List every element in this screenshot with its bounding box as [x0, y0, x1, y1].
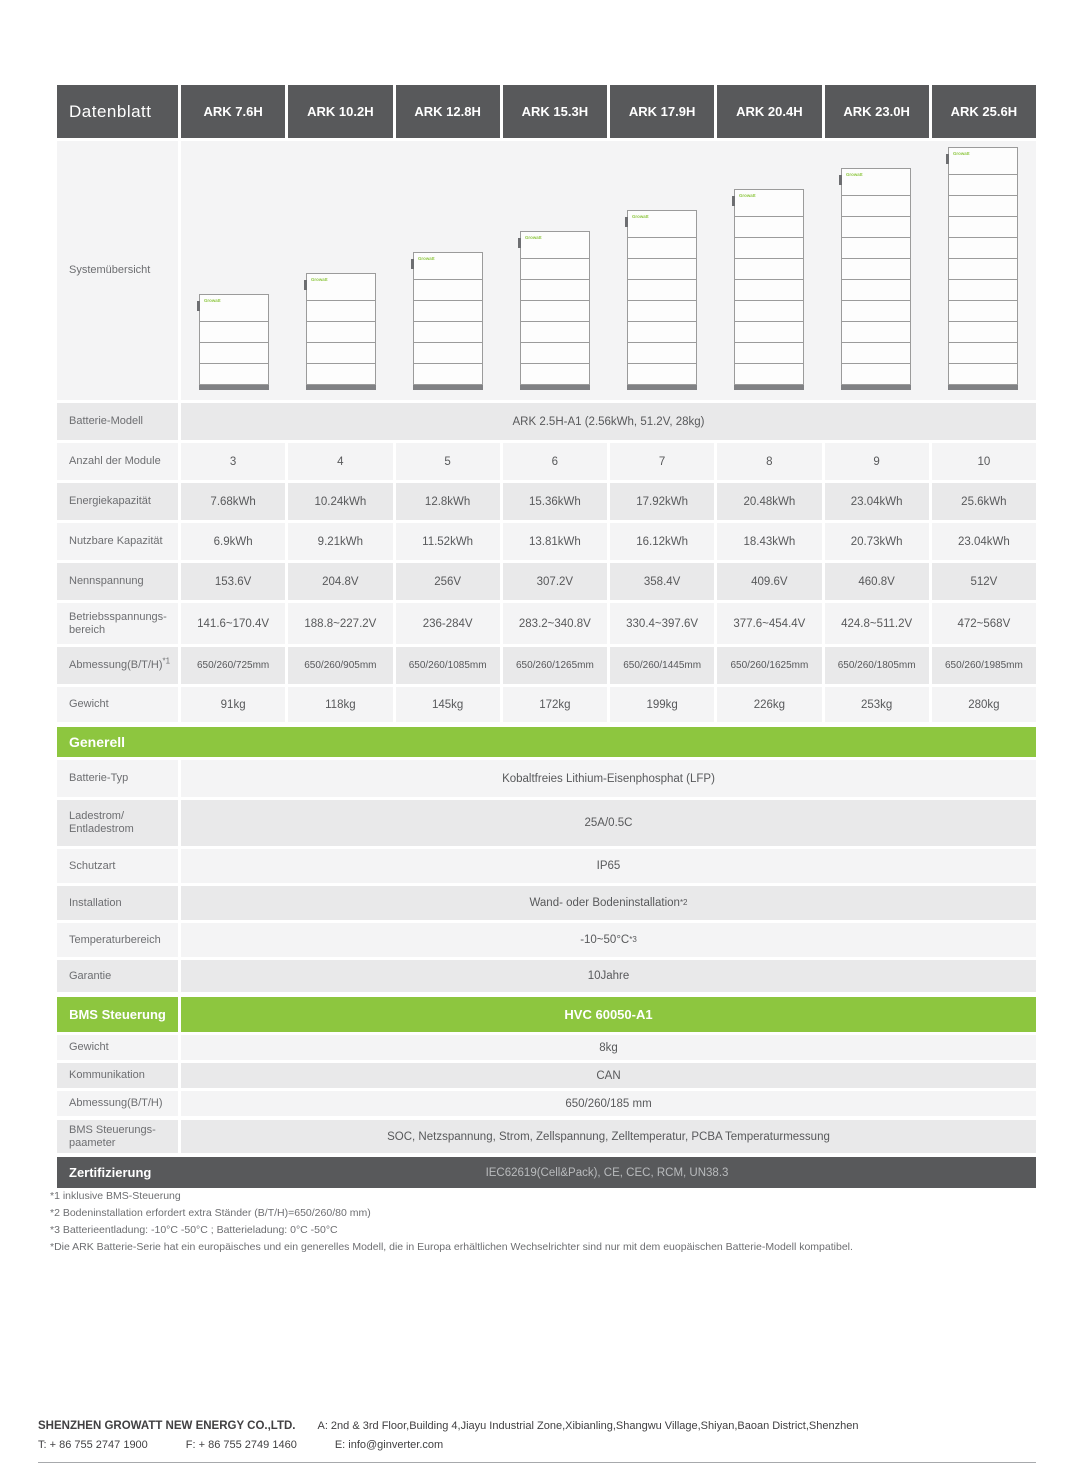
spec-value: 199kg — [610, 687, 714, 722]
spec-value: 650/260/725mm — [181, 647, 285, 684]
battery-module — [520, 364, 590, 385]
row-label: Ladestrom/ — [69, 810, 125, 822]
footnote: *1 inklusive BMS-Steuerung — [50, 1190, 181, 1202]
handle-icon — [839, 175, 842, 185]
bms-unit — [306, 273, 376, 301]
battery-module — [413, 343, 483, 364]
spec-value: 145kg — [396, 687, 500, 722]
page-footer — [38, 1420, 1036, 1451]
certification-value: IEC62619(Cell&Pack), CE, CEC, RCM, UN38.3 — [485, 1166, 729, 1179]
spec-value: 424.8~511.2V — [825, 603, 929, 644]
row-label: Betriebsspannungs- — [69, 610, 167, 623]
battery-module — [520, 343, 590, 364]
bms-value: CAN — [181, 1063, 1036, 1088]
general-row — [57, 849, 1036, 883]
row-label: Installation — [69, 896, 122, 909]
spec-value: 9.21kWh — [288, 523, 392, 560]
spec-value: 650/260/905mm — [288, 647, 392, 684]
general-value: 25A/0.5C — [181, 800, 1036, 846]
bms-unit — [199, 294, 269, 322]
system-overview-label: Systemübersicht — [69, 264, 151, 276]
battery-module — [627, 259, 697, 280]
bms-value: SOC, Netzspannung, Strom, Zellspannung, Zelltemperatur, PCBA Temperaturmessung — [181, 1120, 1036, 1153]
spec-value: 256V — [396, 563, 500, 600]
tower-base — [734, 385, 804, 390]
row-label: Energiekapazität — [69, 495, 151, 507]
table-row — [57, 523, 1036, 560]
battery-tower — [841, 168, 911, 390]
bms-model: HVC 60050-A1 — [564, 1007, 653, 1022]
footnote: *2 Bodeninstallation erfordert extra Ständer (B/T/H)=650/260/80 mm) — [50, 1207, 371, 1219]
company-address: A: 2nd & 3rd Floor,Building 4,Jiayu Industrial Zone,Xibianling,Shangwu Village,Shiyan,Baoan District,Shenzhen — [317, 1420, 859, 1432]
spec-value: 409.6V — [717, 563, 821, 600]
general-value: Kobaltfreies Lithium-Eisenphosphat (LFP) — [181, 760, 1036, 797]
row-label: Schutzart — [69, 859, 116, 872]
battery-module — [199, 364, 269, 385]
bms-value: 650/260/185 mm — [181, 1091, 1036, 1116]
battery-module — [413, 322, 483, 343]
handle-icon — [304, 280, 307, 290]
spec-value: 280kg — [932, 687, 1036, 722]
battery-module — [948, 322, 1018, 343]
battery-module — [734, 259, 804, 280]
row-label: Batterie-Modell — [69, 415, 143, 427]
handle-icon — [625, 217, 628, 227]
bms-unit — [413, 252, 483, 280]
spec-value: 17.92kWh — [610, 483, 714, 520]
spec-value: 3 — [181, 443, 285, 480]
row-label: Gewicht — [69, 698, 109, 710]
bms-unit — [948, 147, 1018, 175]
spec-value: 6 — [503, 443, 607, 480]
battery-module — [734, 343, 804, 364]
footer-divider — [38, 1462, 1036, 1463]
battery-module — [734, 238, 804, 259]
spec-value: 6.9kWh — [181, 523, 285, 560]
spec-value: 650/260/1445mm — [610, 647, 714, 684]
header-row — [57, 85, 1036, 138]
battery-module — [734, 322, 804, 343]
battery-module — [734, 364, 804, 385]
spec-value: 472~568V — [932, 603, 1036, 644]
spec-value: 153.6V — [181, 563, 285, 600]
spec-value: 15.36kWh — [503, 483, 607, 520]
battery-module — [841, 301, 911, 322]
spec-value: 141.6~170.4V — [181, 603, 285, 644]
growatt-logo: Growatt — [418, 256, 435, 261]
battery-module — [734, 301, 804, 322]
spec-value: 460.8V — [825, 563, 929, 600]
bms-unit — [841, 168, 911, 196]
battery-tower — [199, 294, 269, 390]
handle-icon — [411, 259, 414, 269]
email-address: E: info@ginverter.com — [334, 1439, 444, 1451]
model-header: ARK 10.2H — [288, 85, 392, 138]
spec-value: 204.8V — [288, 563, 392, 600]
spec-value: 7.68kWh — [181, 483, 285, 520]
spec-value: 650/260/1625mm — [717, 647, 821, 684]
growatt-logo: Growatt — [952, 151, 970, 156]
spec-value: 25.6kWh — [932, 483, 1036, 520]
section-band-bms — [57, 997, 1036, 1032]
model-header: ARK 20.4H — [717, 85, 821, 138]
spec-value: 307.2V — [503, 563, 607, 600]
battery-module — [306, 322, 376, 343]
battery-module — [520, 322, 590, 343]
general-row: Ladestrom/ Entladestrom 25A/0.5C — [57, 800, 1036, 846]
spec-value: 172kg — [503, 687, 607, 722]
system-overview-row — [57, 141, 1036, 400]
phone-number: T: + 86 755 2747 1900 — [38, 1439, 148, 1451]
growatt-logo: Growatt — [311, 277, 328, 282]
spec-value: 13.81kWh — [503, 523, 607, 560]
battery-module — [199, 322, 269, 343]
spec-value: 377.6~454.4V — [717, 603, 821, 644]
battery-tower — [948, 147, 1018, 390]
section-band-certification — [57, 1157, 1036, 1188]
row-label: BMS Steuerungs- — [69, 1123, 156, 1136]
tower-base — [306, 385, 376, 390]
spec-value: 11.52kWh — [396, 523, 500, 560]
page-title: Datenblatt — [57, 85, 178, 138]
tower-base — [413, 385, 483, 390]
handle-icon — [518, 238, 521, 248]
spec-value: 20.48kWh — [717, 483, 821, 520]
company-name: SHENZHEN GROWATT NEW ENERGY CO.,LTD. — [38, 1420, 296, 1432]
section-title: Generell — [69, 734, 126, 750]
tower-base — [948, 385, 1018, 390]
tower-base — [520, 385, 590, 390]
spec-value: 650/260/1985mm — [932, 647, 1036, 684]
bms-unit — [520, 231, 590, 259]
handle-icon — [197, 301, 200, 311]
row-label: Garantie — [69, 969, 112, 982]
battery-tower — [520, 231, 590, 390]
model-header: ARK 25.6H — [932, 85, 1036, 138]
battery-module — [841, 343, 911, 364]
spec-value: 226kg — [717, 687, 821, 722]
model-header: ARK 17.9H — [610, 85, 714, 138]
table-row: $Abmessung(B/T/H)^{*1}$ 650/260/725mm 650/260/905mm 650/260/1085mm 650/260/1265mm 650/260/1445mm 650/260/1625mm 650/260/1805mm 650/260/1985mm — [57, 647, 1036, 684]
bms-row — [57, 1063, 1036, 1088]
spec-value: 10 — [932, 443, 1036, 480]
model-header: ARK 23.0H — [825, 85, 929, 138]
spec-value: 358.4V — [610, 563, 714, 600]
battery-module — [627, 280, 697, 301]
spec-value: 236-284V — [396, 603, 500, 644]
spec-value: 23.04kWh — [932, 523, 1036, 560]
battery-module — [948, 364, 1018, 385]
row-label: Kommunikation — [69, 1069, 145, 1081]
spec-value: 91kg — [181, 687, 285, 722]
general-row — [57, 760, 1036, 797]
growatt-logo: Growatt — [738, 193, 756, 198]
battery-tower — [627, 210, 697, 390]
bms-unit — [627, 210, 697, 238]
handle-icon — [732, 196, 735, 206]
table-row — [57, 563, 1036, 600]
spec-value: 330.4~397.6V — [610, 603, 714, 644]
general-value: Wand- oder Bodeninstallation *2 — [181, 886, 1036, 920]
battery-module — [948, 301, 1018, 322]
general-value: IP65 — [181, 849, 1036, 883]
battery-module — [841, 238, 911, 259]
spec-value: 188.8~227.2V — [288, 603, 392, 644]
general-row — [57, 923, 1036, 957]
battery-model-value: ARK 2.5H-A1 (2.56kWh, 51.2V, 28kg) — [181, 403, 1036, 440]
battery-module — [627, 343, 697, 364]
tower-base — [627, 385, 697, 390]
spec-value: 4 — [288, 443, 392, 480]
row-label: Anzahl der Module — [69, 455, 161, 467]
bms-row — [57, 1035, 1036, 1060]
battery-tower — [306, 273, 376, 390]
row-label: Temperaturbereich — [69, 933, 161, 946]
footnote: *3 Batterieentladung: -10°C -50°C ; Batterieladung: 0°C -50°C — [50, 1224, 338, 1236]
battery-module — [948, 175, 1018, 196]
section-title: Zertifizierung — [69, 1165, 152, 1180]
spec-value: 283.2~340.8V — [503, 603, 607, 644]
tower-base — [199, 385, 269, 390]
battery-module — [948, 217, 1018, 238]
table-row: Betriebsspannungs- bereich 141.6~170.4V 188.8~227.2V 236-284V 283.2~340.8V 330.4~397.6V 377.6~454.4V 424.8~511.2V 472~568V — [57, 603, 1036, 644]
general-row — [57, 960, 1036, 992]
spec-value: 18.43kWh — [717, 523, 821, 560]
section-title: BMS Steuerung — [69, 1007, 166, 1022]
battery-module — [948, 238, 1018, 259]
battery-module — [306, 301, 376, 322]
battery-tower-illustrations — [181, 141, 1036, 400]
spec-value: 650/260/1085mm — [396, 647, 500, 684]
spec-value: 650/260/1805mm — [825, 647, 929, 684]
battery-module — [627, 322, 697, 343]
battery-module — [199, 343, 269, 364]
row-label: Batterie-Typ — [69, 772, 129, 784]
table-row — [57, 483, 1036, 520]
battery-tower — [734, 189, 804, 390]
spec-value: 253kg — [825, 687, 929, 722]
row-label: Nennspannung — [69, 575, 144, 587]
bms-row: BMS Steuerungs- paameter SOC, Netzspannung, Strom, Zellspannung, Zelltemperatur, PCBA Temperaturmessung — [57, 1120, 1036, 1153]
battery-module — [520, 259, 590, 280]
spec-value: 8 — [717, 443, 821, 480]
battery-module — [841, 364, 911, 385]
model-header: ARK 7.6H — [181, 85, 285, 138]
growatt-logo: Growatt — [845, 172, 863, 177]
row-label: Abmessung(B/T/H) — [69, 659, 163, 671]
footnotes — [50, 1188, 1010, 1256]
spec-value: 118kg — [288, 687, 392, 722]
datasheet-table — [57, 85, 1036, 1188]
section-band-generell — [57, 727, 1036, 757]
spec-value: 5 — [396, 443, 500, 480]
battery-module — [413, 301, 483, 322]
spec-value: 650/260/1265mm — [503, 647, 607, 684]
table-row — [57, 687, 1036, 722]
growatt-logo: Growatt — [204, 298, 222, 303]
spec-value: 10.24kWh — [288, 483, 392, 520]
model-header: ARK 15.3H — [503, 85, 607, 138]
battery-module — [306, 364, 376, 385]
footnote: *Die ARK Batterie-Serie hat ein europäisches und ein generelles Modell, die in Europa erhältlichen Wechselrichter sind nur mit dem euopäischen Batterie-Modell kompatibel. — [50, 1241, 853, 1253]
bms-value: 8kg — [181, 1035, 1036, 1060]
battery-module — [841, 322, 911, 343]
spec-value: 23.04kWh — [825, 483, 929, 520]
battery-module — [627, 301, 697, 322]
bms-unit — [734, 189, 804, 217]
battery-module — [948, 343, 1018, 364]
general-value: 10Jahre — [181, 960, 1036, 992]
battery-module — [413, 364, 483, 385]
spec-value: 20.73kWh — [825, 523, 929, 560]
battery-module — [948, 280, 1018, 301]
table-row — [57, 443, 1036, 480]
row-label: Abmessung(B/T/H) — [69, 1097, 163, 1109]
battery-tower — [413, 252, 483, 390]
battery-module — [734, 217, 804, 238]
spec-value: 12.8kWh — [396, 483, 500, 520]
battery-module — [948, 259, 1018, 280]
model-header: ARK 12.8H — [396, 85, 500, 138]
growatt-logo: Growatt — [525, 235, 542, 240]
battery-model-row — [57, 403, 1036, 440]
battery-module — [306, 343, 376, 364]
spec-value: 7 — [610, 443, 714, 480]
battery-module — [627, 364, 697, 385]
battery-module — [413, 280, 483, 301]
general-row — [57, 886, 1036, 920]
battery-module — [520, 301, 590, 322]
battery-module — [734, 280, 804, 301]
row-label: Gewicht — [69, 1041, 109, 1053]
battery-module — [841, 217, 911, 238]
bms-row — [57, 1091, 1036, 1116]
battery-module — [841, 259, 911, 280]
general-value: -10~50°C *3 — [181, 923, 1036, 957]
battery-module — [948, 196, 1018, 217]
spec-value: 512V — [932, 563, 1036, 600]
tower-base — [841, 385, 911, 390]
battery-module — [841, 196, 911, 217]
spec-value: 16.12kWh — [610, 523, 714, 560]
spec-value: 9 — [825, 443, 929, 480]
fax-number: F: + 86 755 2749 1460 — [185, 1439, 297, 1451]
growatt-logo: Growatt — [631, 214, 649, 219]
battery-module — [627, 238, 697, 259]
row-label: Nutzbare Kapazität — [69, 535, 163, 547]
battery-module — [520, 280, 590, 301]
handle-icon — [946, 154, 949, 164]
battery-module — [841, 280, 911, 301]
